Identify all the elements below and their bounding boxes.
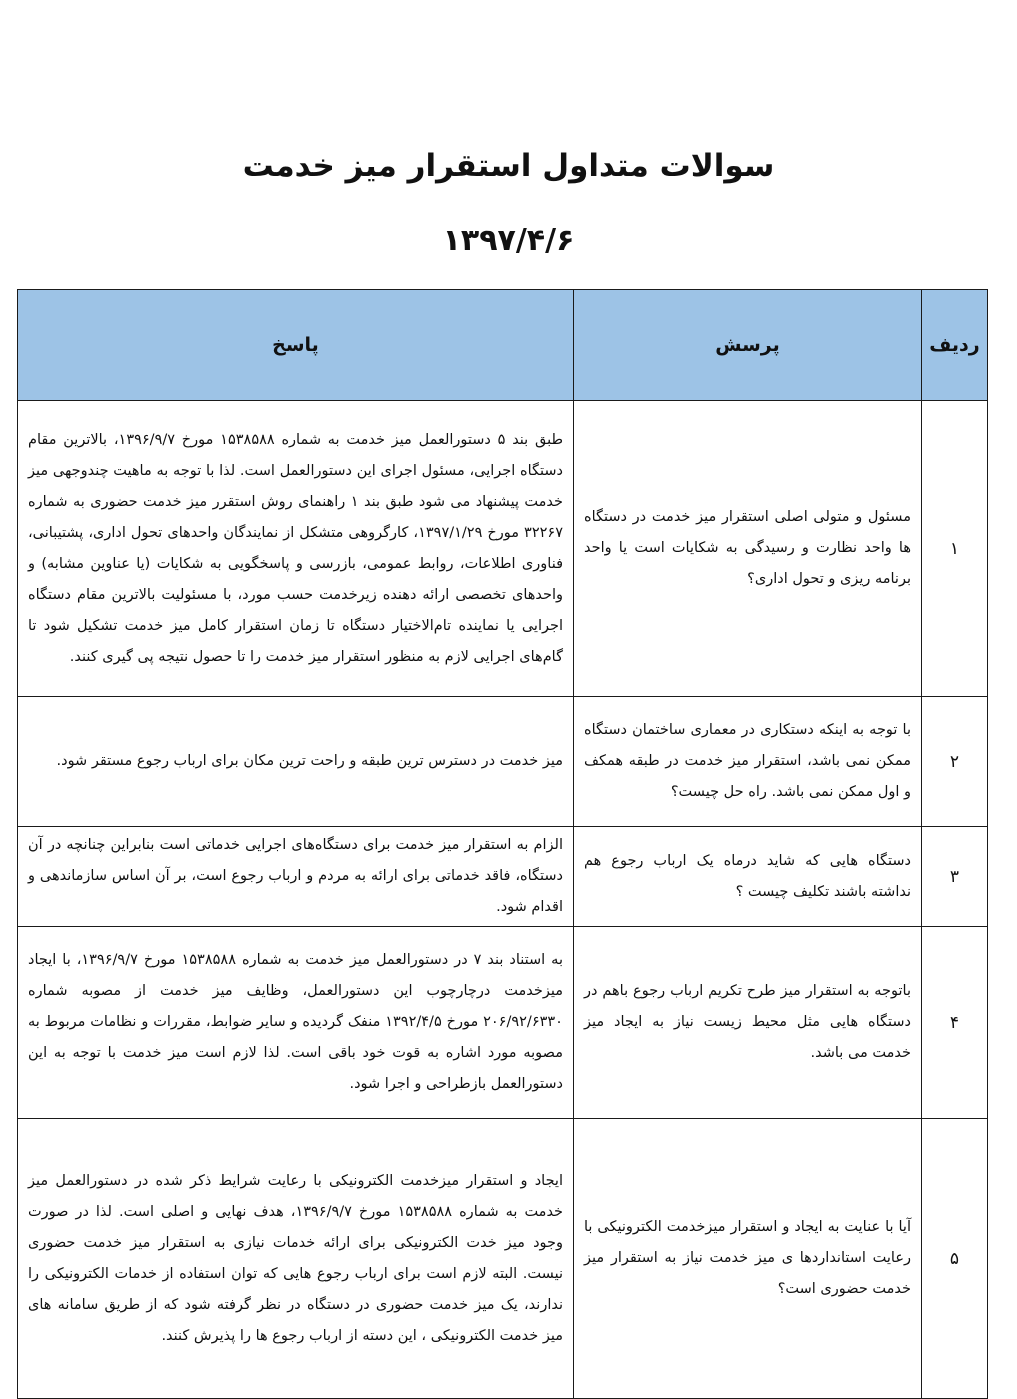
row-number-cell: ۴: [922, 927, 988, 1119]
question-cell: با توجه به اینکه دستکاری در معماری ساختمان دستگاه ممکن نمی باشد، استقرار میز خدمت در طبقه همکف و اول ممکن نمی باشد. راه حل چیست؟: [574, 697, 922, 827]
document-date: ۱۳۹۷/۴/۶: [442, 223, 575, 258]
question-cell: دستگاه هایی که شاید درماه یک ارباب رجوع هم نداشته باشند تکلیف چیست ؟: [574, 827, 922, 927]
answer-cell: ایجاد و استقرار میزخدمت الکترونیکی با رعایت شرایط ذکر شده در دستورالعمل میز خدمت به شماره ۱۵۳۸۵۸۸ مورخ ۱۳۹۶/۹/۷، هدف نهایی و اصلی است. لذا در صورت وجود میز خدت الکترونیکی برای ارائه خدمات نیازی به استقرار میز خدمت حضوری نیست. البته لازم است برای ارباب رجوع هایی که توان استفاده از خدمات الکترونیکی را ندارند، یک میز خدمت حضوری در دستگاه در نظر گرفته شود که از طریق سامانه های میز خدمت الکترونیکی ، این دسته از ارباب رجوع ها را پذیرش کنند.: [18, 1119, 574, 1399]
header-row-number: ردیف: [922, 290, 988, 401]
table-row: [18, 1119, 988, 1399]
question-cell: مسئول و متولی اصلی استقرار میز خدمت در دستگاه ها واحد نظارت و رسیدگی به شکایات است یا واحد برنامه ریزی و تحول اداری؟: [574, 401, 922, 697]
row-number-cell: ۲: [922, 697, 988, 827]
answer-cell: الزام به استقرار میز خدمت برای دستگاه‌های اجرایی خدماتی است بنابراین چنانچه در آن دستگاه، فاقد خدماتی برای ارائه به مردم و ارباب رجوع است، بر آن اساس سازماندهی و اقدام شود.: [18, 827, 574, 927]
table-row: [18, 697, 988, 827]
answer-cell: میز خدمت در دسترس ترین طبقه و راحت ترین مکان برای ارباب رجوع مستقر شود.: [18, 697, 574, 827]
row-number-cell: ۱: [922, 401, 988, 697]
table-row: [18, 401, 988, 697]
question-cell: باتوجه به استقرار میز طرح تکریم ارباب رجوع باهم در دستگاه هایی مثل محیط زیست نیاز به ایجاد میز خدمت می باشد.: [574, 927, 922, 1119]
answer-cell: به استناد بند ۷ در دستورالعمل میز خدمت به شماره ۱۵۳۸۵۸۸ مورخ ۱۳۹۶/۹/۷، با ایجاد میزخدمت درچارچوب این دستورالعمل، وظایف میز خدمت از مصوبه شماره ۲۰۶/۹۲/۶۳۳۰ مورخ ۱۳۹۲/۴/۵ منفک گردیده و سایر ضوابط، مقررات و نظامات مربوط به مصوبه مورد اشاره به قوت خود باقی است. لذا لازم است میز خدمت با توجه به این دستورالعمل بازطراحی و اجرا شود.: [18, 927, 574, 1119]
question-cell: آیا با عنایت به ایجاد و استقرار میزخدمت الکترونیکی با رعایت استانداردها ی میز خدمت نیاز به استقرار میز خدمت حضوری است؟: [574, 1119, 922, 1399]
header-answer: پاسخ: [18, 290, 574, 401]
row-number-cell: ۳: [922, 827, 988, 927]
answer-cell: طبق بند ۵ دستورالعمل میز خدمت به شماره ۱۵۳۸۵۸۸ مورخ ۱۳۹۶/۹/۷، بالاترین مقام دستگاه اجرایی، مسئول اجرای این دستورالعمل است. لذا با توجه به ماهیت چندوجهی میز خدمت پیشنهاد می شود طبق بند ۱ راهنمای روش استقرر میز خدمت حضوری به شماره ۳۲۲۶۷ مورخ ۱۳۹۷/۱/۲۹، کارگروهی متشکل از نمایندگان واحدهای تحول اداری، پشتیبانی، فناوری اطلاعات، روابط عمومی، بازرسی و پاسخگویی به شکایات (یا عناوین مشابه) و واحدهای تخصصی ارائه دهنده زیرخدمت حسب مورد، با مسئولیت بالاترین مقام دستگاه اجرایی یا نماینده تام‌الاختیار دستگاه تا زمان استقرار کامل میز خدمت تشکیل شود تا گام‌های اجرایی لازم به منظور استقرار میز خدمت را تا حصول نتیجه پی گیری کنند.: [18, 401, 574, 697]
table-row: [18, 827, 988, 927]
row-number-cell: ۵: [922, 1119, 988, 1399]
header-question: پرسش: [574, 290, 922, 401]
faq-table: [17, 289, 988, 1399]
document-title: سوالات متداول استقرار میز خدمت: [242, 148, 775, 184]
header-row: [18, 290, 988, 401]
table-body: [18, 401, 988, 1399]
table-row: [18, 927, 988, 1119]
table-header: [18, 290, 988, 401]
